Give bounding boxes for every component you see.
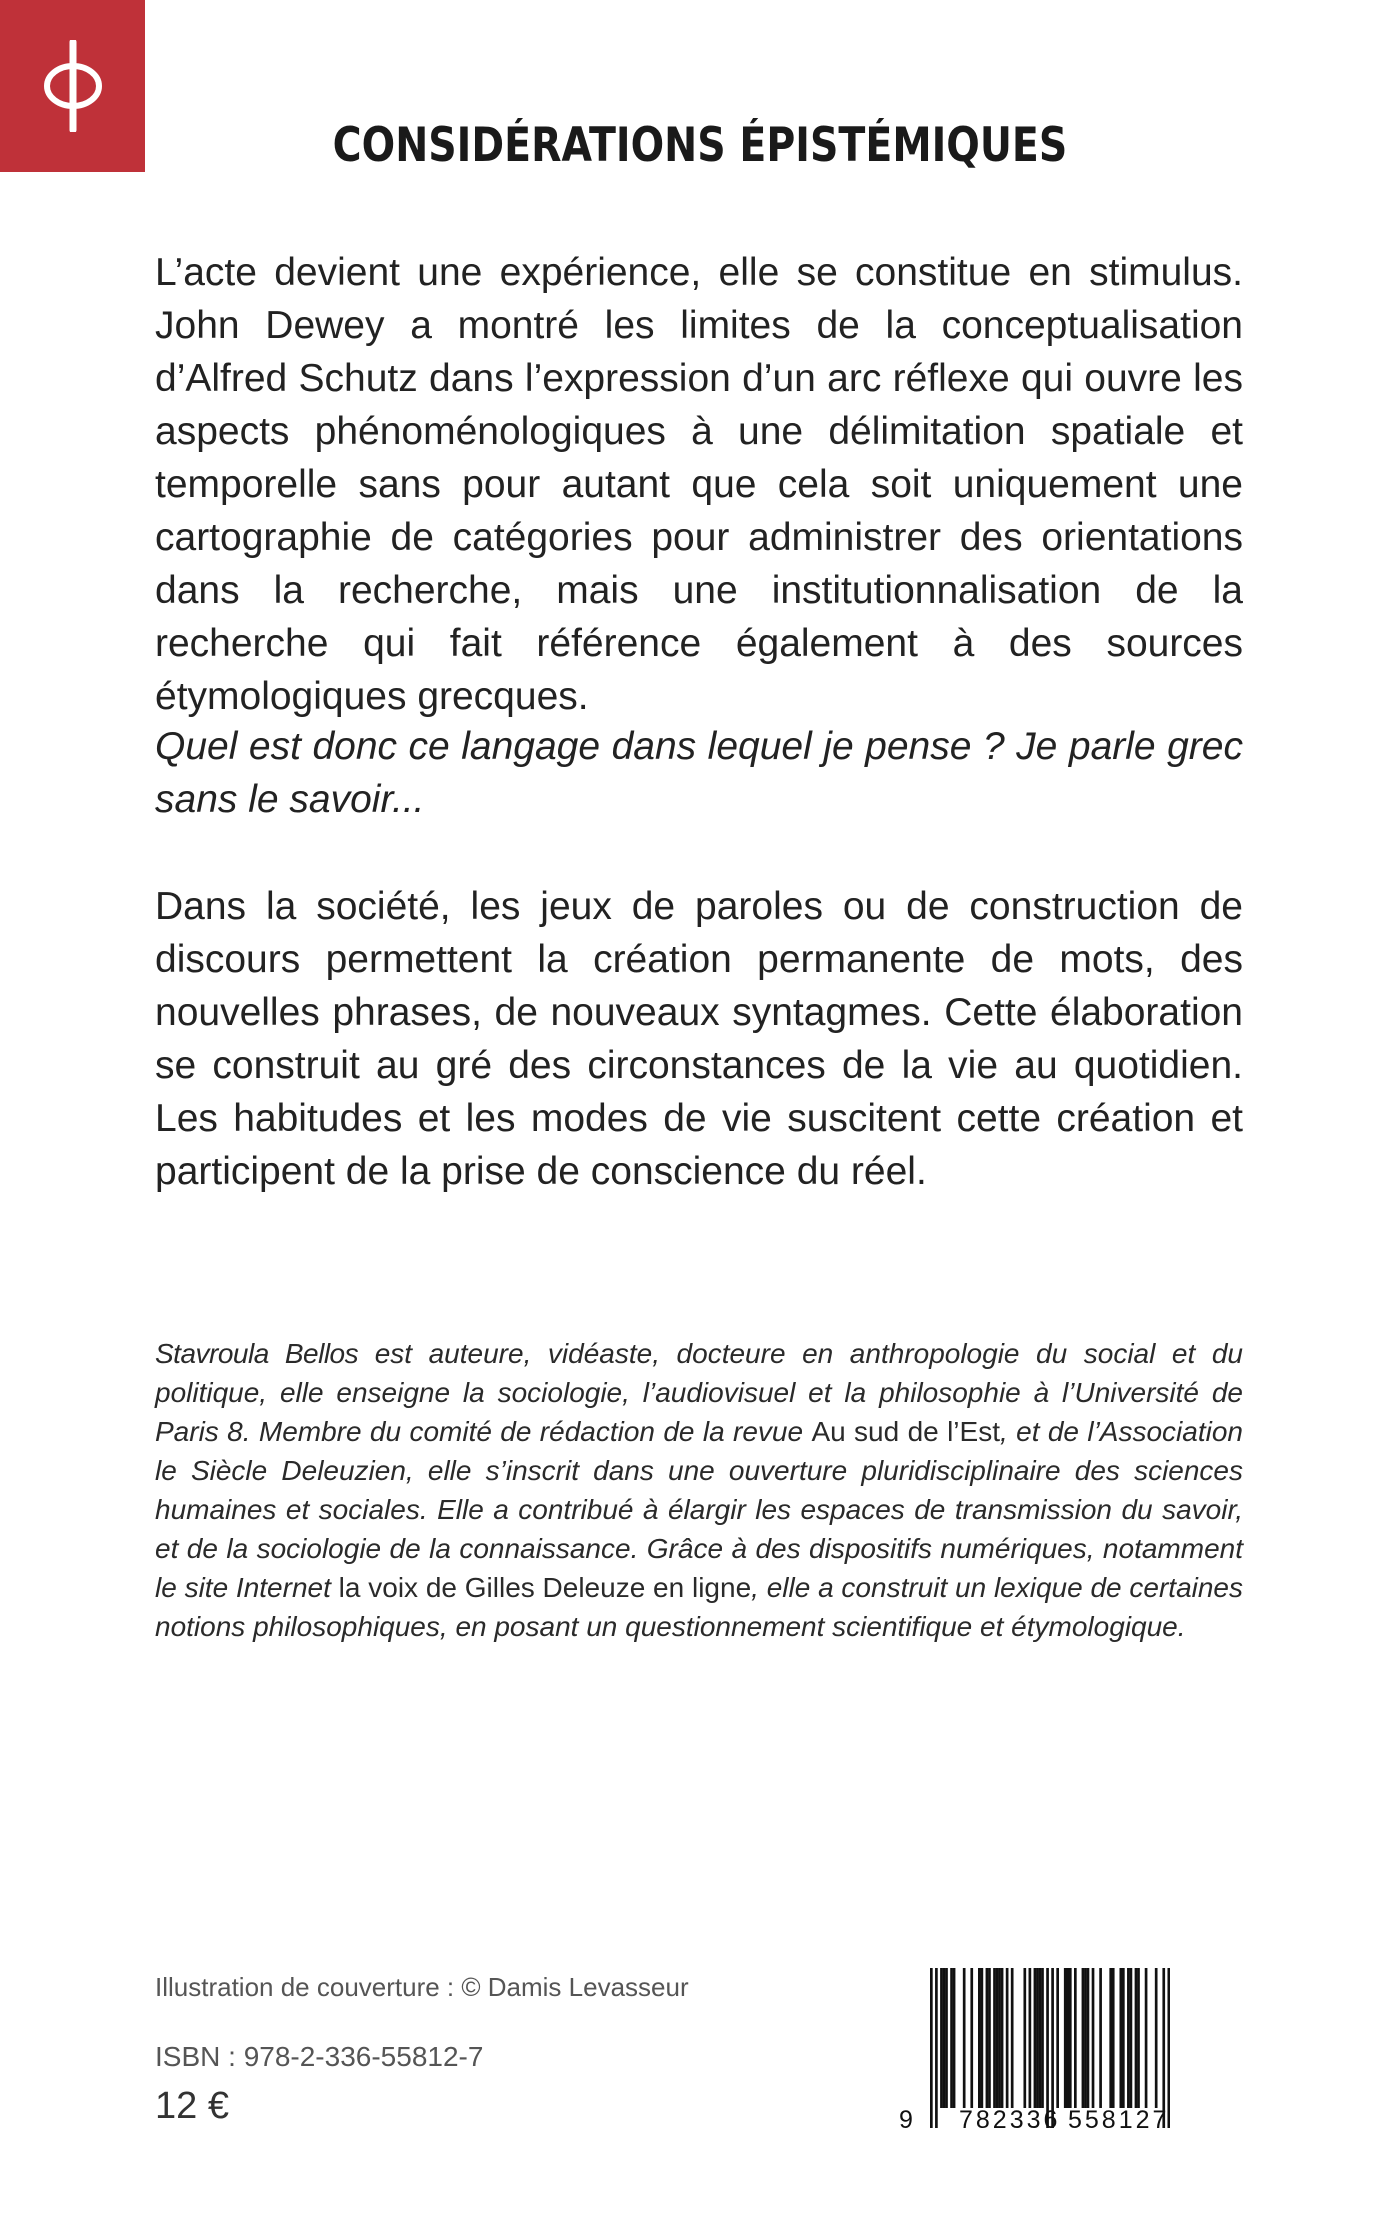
barcode-bar (1074, 1968, 1077, 2108)
barcode-bar (1006, 1968, 1009, 2108)
barcode-bar (1034, 1968, 1037, 2108)
barcode-bar (1056, 1968, 1059, 2108)
blurb-quote: Quel est donc ce langage dans lequel je pense ? Je parle grec sans le savoir... (155, 725, 1243, 821)
barcode-bar (1137, 1968, 1140, 2108)
barcode-bar (1155, 1968, 1158, 2108)
barcode-bar (998, 1968, 1001, 2108)
barcode-bar (993, 1968, 996, 2108)
barcode-bar (1119, 1968, 1122, 2108)
barcode-bar (943, 1968, 946, 2108)
price-text: 12 € (155, 2085, 229, 2127)
barcode (895, 1968, 1185, 2148)
barcode-bar (1041, 1968, 1044, 2108)
barcode-bar (930, 1968, 933, 2128)
barcode-bar (1001, 1968, 1004, 2108)
barcode-bar (1127, 1968, 1130, 2108)
barcode-bar (1109, 1968, 1112, 2108)
barcode-bar (1029, 1968, 1032, 2108)
barcode-bar (1099, 1968, 1102, 2108)
illustration-credit: Illustration de couverture : © Damis Levasseur (155, 1972, 689, 2002)
barcode-right-digits: 558127 (1068, 2106, 1170, 2134)
barcode-bar (1162, 1968, 1165, 2128)
barcode-bar (953, 1968, 956, 2108)
barcode-bar (1122, 1968, 1125, 2108)
barcode-bar (950, 1968, 953, 2108)
barcode-bar (1130, 1968, 1133, 2108)
phi-icon (38, 40, 108, 132)
barcode-bar (1046, 1968, 1049, 2128)
barcode-bar (1167, 1968, 1170, 2128)
barcode-bar (1039, 1968, 1042, 2108)
barcode-bar (1066, 1968, 1069, 2108)
author-name: Stavroula Bellos (155, 1338, 359, 1369)
barcode-bar (1112, 1968, 1115, 2108)
barcode-bar (996, 1968, 999, 2108)
barcode-bar (1036, 1968, 1039, 2108)
blurb-paragraph-3: Dans la société, les jeux de paroles ou de construction de discours permettent la création permanente de mots, des nouvelles phrases, de nouveaux syntagmes. Cette élaboration se construit au gré des circonstances de la vie au quotidien. Les habitudes et les modes de vie suscitent cette création et participent de la prise de conscience du réel. (155, 885, 1243, 1193)
barcode-bar (1011, 1968, 1014, 2108)
journal-name: Au sud de l’Est (811, 1416, 1000, 1447)
barcode-bar (1092, 1968, 1095, 2108)
bio-text-2: , et de l’Association le Siècle Deleuzien, elle s’inscrit dans une ouverture pluridisciplinaire des sciences humaines et sociales. Elle a contribué à élargir les espaces de transmission du savoir, et de la sociologie de la connaissance. Grâce à des dispositifs numériques, notamment le site Internet (155, 1416, 1243, 1603)
book-title: CONSIDÉRATIONS ÉPISTÉMIQUES (332, 118, 1068, 173)
barcode-bar (988, 1968, 991, 2108)
bio-text-3: , elle a construit un lexique de certaines notions philosophiques, en posant un questionnement scientifique et étymologique. (155, 1572, 1243, 1642)
barcode-bar (1145, 1968, 1148, 2108)
barcode-bar (1069, 1968, 1072, 2108)
barcode-bar (981, 1968, 984, 2108)
barcode-first-digit: 9 (899, 2106, 913, 2134)
barcode-bar (945, 1968, 948, 2108)
bio-text-1: est auteure, vidéaste, docteure en anthropologie du social et du politique, elle enseigne la sociologie, l’audiovisuel et la philosophie à l’Université de Paris 8. Membre du comité de rédaction de la revue (155, 1338, 1243, 1447)
barcode-bar (1087, 1968, 1090, 2108)
barcode-bar (940, 1968, 943, 2108)
barcode-bar (1135, 1968, 1138, 2108)
isbn-text: ISBN : 978-2-336-55812-7 (155, 2041, 484, 2072)
barcode-bar (970, 1968, 973, 2108)
barcode-bar (1084, 1968, 1087, 2108)
blurb-paragraph-1: L’acte devient une expérience, elle se constitue en stimulus. John Dewey a montré les limites de la conceptualisation d’Alfred Schutz dans l’expression d’un arc réflexe qui ouvre les aspects phénoménologiques à une délimitation spatiale et temporelle sans pour autant que cela soit uniquement une cartographie de catégories pour administrer des orientations dans la recherche, mais une institutionnalisation de la recherche qui fait référence également à des sources étymologiques grecques. (155, 251, 1243, 718)
website-name: la voix de Gilles Deleuze en ligne (338, 1572, 752, 1603)
barcode-bar (1023, 1968, 1026, 2108)
barcode-bar (1051, 1968, 1054, 2128)
barcode-bar (978, 1968, 981, 2108)
barcode-bar (1064, 1968, 1067, 2108)
barcode-bar (935, 1968, 938, 2128)
barcode-bar (963, 1968, 966, 2108)
barcode-bar (986, 1968, 989, 2108)
barcode-bar (1082, 1968, 1085, 2108)
barcode-left-digits: 782336 (959, 2106, 1061, 2134)
author-bio (155, 1334, 1243, 1646)
